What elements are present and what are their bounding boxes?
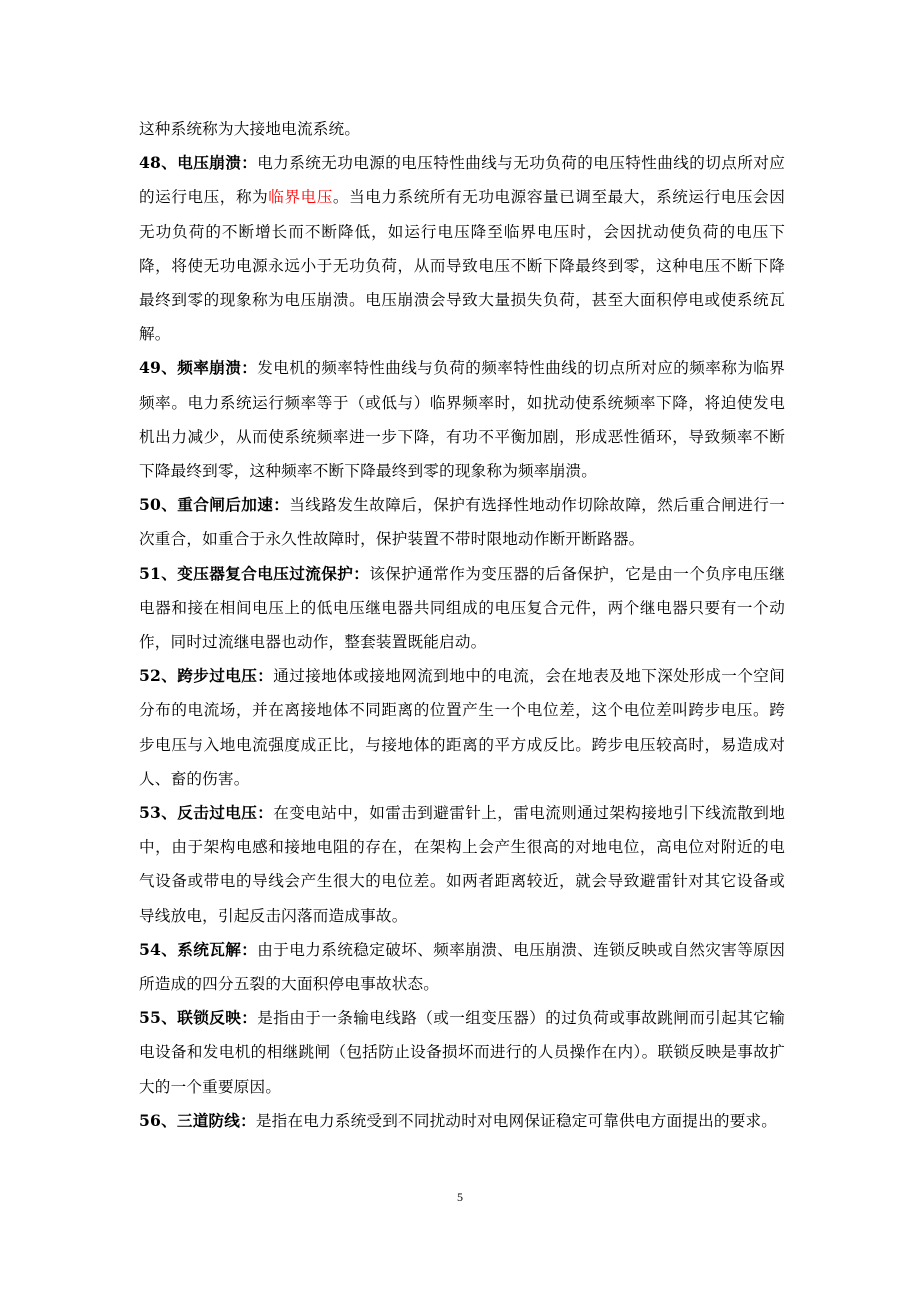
entry-body: 该保护通常作为变压器的后备保护，它是由一个负序电压继电器和接在相间电压上的低电压继电器共同组成的电压复合元件，两个继电器只要有一个动作，同时过流继电器也动作，整套装置既能启动。 xyxy=(139,564,786,652)
highlighted-term-critical-voltage: 临界电压 xyxy=(268,188,333,207)
entry-body-part: 。当电力系统所有无功电源容量已调至最大，系统运行电压会因无功负荷的不断增长而不断降低，如运行电压降至临界电压时，会因扰动使负荷的电压下降，将使无功电源永远小于无功负荷，从而导致电压不断下降最终到零，这种电压不断下降最终到零的现象称为电压崩溃。电压崩溃会导致大量损失负荷，甚至大面积停电或使系统瓦解。 xyxy=(139,188,785,344)
entry-body: 发电机的频率特性曲线与负荷的频率特性曲线的切点所对应的频率称为临界频率。电力系统运行频率等于（或低与）临界频率时，如扰动使系统频率下降，将迫使发电机出力减少，从而使系统频率进一步下降，有功不平衡加剧，形成恶性循环，导致频率不断下降最终到零，这种频率不断下降最终到零的现象称为频率崩溃。 xyxy=(139,359,785,481)
entry-term: 51、变压器复合电压过流保护： xyxy=(139,563,370,583)
entry-50-reclose-acceleration xyxy=(139,488,785,556)
entry-body: 是指在电力系统受到不同扰动时对电网保证稳定可靠供电方面提出的要求。 xyxy=(255,1111,778,1130)
entry-56-three-lines-of-defense xyxy=(139,1104,785,1138)
entry-term: 48、电压崩溃： xyxy=(139,153,258,173)
entry-body: 是指由于一条输电线路（或一组变压器）的过负荷或事故跳闸而引起其它输电设备和发电机的相继跳闸（包括防止设备损坏而进行的人员操作在内）。联锁反映是事故扩大的一个重要原因。 xyxy=(139,1009,785,1096)
entry-term: 49、频率崩溃： xyxy=(139,358,258,378)
entry-body: 通过接地体或接地网流到地中的电流，会在地表及地下深处形成一个空间分布的电流场，并在离接地体不同距离的位置产生一个电位差，这个电位差叫跨步电压。跨步电压与入地电流强度成正比，与接地体的距离的平方成反比。跨步电压较高时，易造成对人、畜的伤害。 xyxy=(139,667,785,788)
entry-term: 50、重合闸后加速： xyxy=(139,495,290,515)
entry-term: 53、反击过电压： xyxy=(139,803,274,823)
entry-54-system-collapse xyxy=(139,933,785,1001)
entry-body-part: 电力系统无功电源的电压特性曲线与无功负荷的电压特性曲线的切点所对应的运行电压，称为 xyxy=(139,154,785,207)
entry-term: 54、系统瓦解： xyxy=(139,939,258,959)
entry-49-frequency-collapse xyxy=(139,351,785,488)
entry-53-backflash-overvoltage xyxy=(139,796,785,933)
entry-body: 当线路发生故障后，保护有选择性地动作切除故障，然后重合闸进行一次重合，如重合于永久性故障时，保护装置不带时限地动作断开断路器。 xyxy=(139,496,786,549)
entry-55-cascading-reaction xyxy=(139,1001,785,1104)
document-body xyxy=(139,112,785,1138)
entry-48-voltage-collapse xyxy=(139,146,785,351)
intro-paragraph: 这种系统称为大接地电流系统。 xyxy=(139,120,361,138)
entry-51-transformer-overcurrent-protection xyxy=(139,557,785,660)
entry-term: 52、跨步过电压： xyxy=(139,666,274,686)
entry-52-step-overvoltage xyxy=(139,659,785,796)
entry-body: 在变电站中，如雷击到避雷针上，雷电流则通过架构接地引下线流散到地中，由于架构电感和接地电阻的存在，在架构上会产生很高的对地电位，高电位对附近的电气设备或带电的导线会产生很大的电位差。如两者距离较近，就会导致避雷针对其它设备或导线放电，引起反击闪落而造成事故。 xyxy=(139,804,785,925)
page-number: 5 xyxy=(457,1190,463,1204)
entry-body: 由于电力系统稳定破坏、频率崩溃、电压崩溃、连锁反映或自然灾害等原因所造成的四分五裂的大面积停电事故状态。 xyxy=(139,940,785,994)
entry-term: 55、联锁反映： xyxy=(139,1008,258,1028)
entry-term: 56、三道防线： xyxy=(139,1110,256,1130)
